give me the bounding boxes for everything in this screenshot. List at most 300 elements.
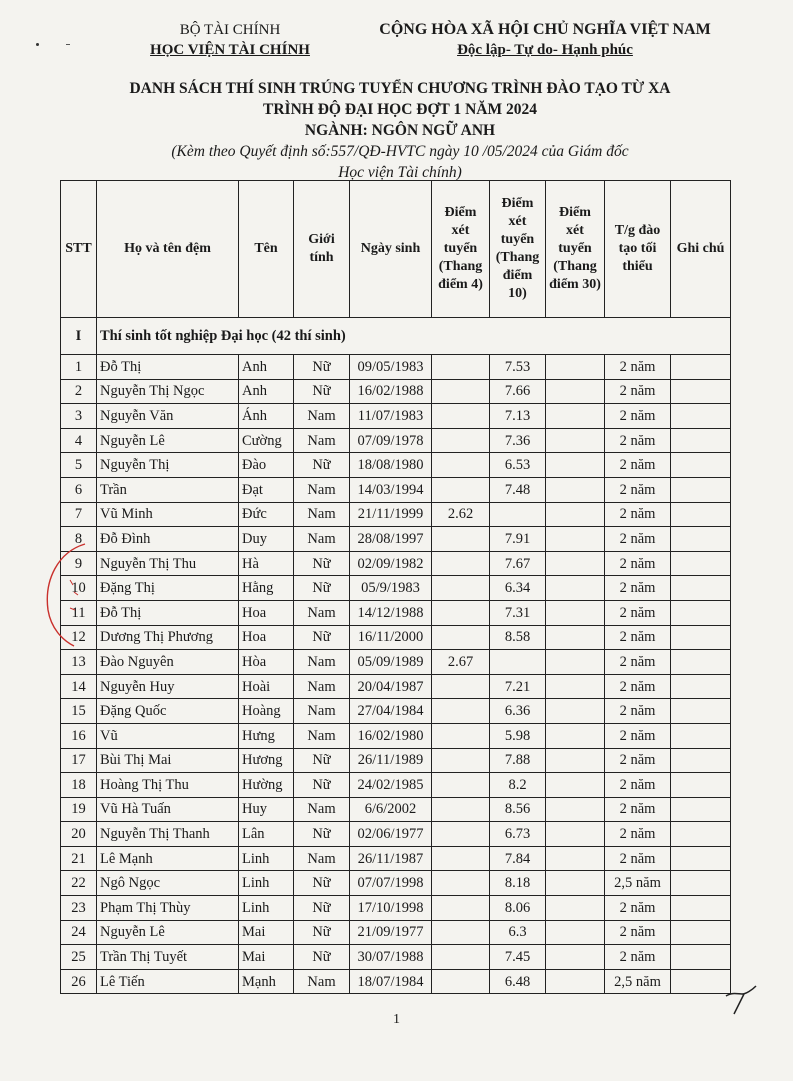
cell-gt: Nữ xyxy=(294,822,350,847)
cell-ns: 27/04/1984 xyxy=(350,699,432,724)
cell-d30 xyxy=(546,920,605,945)
cell-d10: 7.66 xyxy=(490,379,546,404)
table-row xyxy=(61,453,731,478)
cell-stt: 24 xyxy=(61,920,97,945)
cell-ten: Mạnh xyxy=(239,969,294,994)
table-row xyxy=(61,822,731,847)
table-row xyxy=(61,871,731,896)
cell-ten: Ánh xyxy=(239,404,294,429)
cell-ten: Mai xyxy=(239,945,294,970)
cell-d4 xyxy=(432,723,490,748)
cell-ten: Đào xyxy=(239,453,294,478)
cell-d4 xyxy=(432,871,490,896)
cell-ho: Nguyễn Lê xyxy=(97,428,239,453)
cell-gc xyxy=(671,773,731,798)
cell-stt: 13 xyxy=(61,650,97,675)
col-header-diem-10: Điểm xét tuyển (Thang điểm 10) xyxy=(490,181,546,318)
section-label: Thí sinh tốt nghiệp Đại học (42 thí sinh) xyxy=(97,318,731,355)
cell-d4 xyxy=(432,920,490,945)
cell-tg: 2 năm xyxy=(605,527,671,552)
cell-ho: Đào Nguyên xyxy=(97,650,239,675)
table-row xyxy=(61,355,731,380)
cell-d4 xyxy=(432,379,490,404)
cell-d30 xyxy=(546,846,605,871)
cell-d10: 7.21 xyxy=(490,674,546,699)
cell-d4 xyxy=(432,748,490,773)
cell-tg: 2 năm xyxy=(605,773,671,798)
cell-ns: 30/07/1988 xyxy=(350,945,432,970)
cell-stt: 14 xyxy=(61,674,97,699)
cell-ten: Linh xyxy=(239,846,294,871)
col-header-diem-30: Điểm xét tuyển (Thang điểm 30) xyxy=(546,181,605,318)
cell-ns: 17/10/1998 xyxy=(350,896,432,921)
ministry-name: BỘ TÀI CHÍNH xyxy=(179,22,281,38)
cell-tg: 2 năm xyxy=(605,896,671,921)
cell-d4 xyxy=(432,822,490,847)
cell-ho: Nguyễn Huy xyxy=(97,674,239,699)
cell-stt: 15 xyxy=(61,699,97,724)
cell-ten: Huy xyxy=(239,797,294,822)
cell-ns: 14/12/1988 xyxy=(350,600,432,625)
cell-tg: 2 năm xyxy=(605,551,671,576)
cell-d10 xyxy=(490,502,546,527)
cell-gt: Nam xyxy=(294,723,350,748)
cell-ten: Linh xyxy=(239,896,294,921)
cell-ns: 07/09/1978 xyxy=(350,428,432,453)
cell-gc xyxy=(671,920,731,945)
cell-d30 xyxy=(546,453,605,478)
table-row xyxy=(61,527,731,552)
cell-ho: Đỗ Đình xyxy=(97,527,239,552)
cell-stt: 10 xyxy=(61,576,97,601)
cell-stt: 4 xyxy=(61,428,97,453)
cell-d4: 2.67 xyxy=(432,650,490,675)
cell-tg: 2 năm xyxy=(605,453,671,478)
cell-gc xyxy=(671,797,731,822)
decision-reference: (Kèm theo Quyết định số:557/QĐ-HVTC ngày 10 /05/2024 của Giám đốc xyxy=(171,143,629,160)
cell-ns: 21/11/1999 xyxy=(350,502,432,527)
cell-tg: 2 năm xyxy=(605,576,671,601)
table-row xyxy=(61,896,731,921)
cell-d4 xyxy=(432,355,490,380)
cell-ho: Lê Mạnh xyxy=(97,846,239,871)
table-row xyxy=(61,846,731,871)
cell-gt: Nam xyxy=(294,428,350,453)
cell-d10: 6.53 xyxy=(490,453,546,478)
cell-ns: 16/02/1988 xyxy=(350,379,432,404)
admission-table xyxy=(60,180,731,994)
cell-ns: 05/09/1989 xyxy=(350,650,432,675)
cell-stt: 18 xyxy=(61,773,97,798)
scan-speck xyxy=(66,44,70,45)
cell-tg: 2 năm xyxy=(605,428,671,453)
cell-d30 xyxy=(546,699,605,724)
cell-gt: Nữ xyxy=(294,871,350,896)
cell-d4 xyxy=(432,699,490,724)
table-row xyxy=(61,920,731,945)
section-row xyxy=(61,318,731,355)
cell-ns: 05/9/1983 xyxy=(350,576,432,601)
cell-gt: Nữ xyxy=(294,576,350,601)
cell-d10: 8.58 xyxy=(490,625,546,650)
cell-gc xyxy=(671,625,731,650)
document-title-line2: TRÌNH ĐỘ ĐẠI HỌC ĐỢT 1 NĂM 2024 xyxy=(263,101,537,118)
cell-d30 xyxy=(546,773,605,798)
cell-ho: Phạm Thị Thùy xyxy=(97,896,239,921)
cell-gt: Nam xyxy=(294,969,350,994)
red-stamp-mark xyxy=(40,540,100,650)
table-header-row xyxy=(61,181,731,318)
cell-stt: 23 xyxy=(61,896,97,921)
cell-stt: 20 xyxy=(61,822,97,847)
cell-ten: Hoa xyxy=(239,625,294,650)
col-header-ngay-sinh: Ngày sinh xyxy=(350,181,432,318)
cell-gc xyxy=(671,527,731,552)
cell-d10: 7.53 xyxy=(490,355,546,380)
cell-gt: Nữ xyxy=(294,551,350,576)
cell-d10: 6.34 xyxy=(490,576,546,601)
cell-d10: 5.98 xyxy=(490,723,546,748)
cell-ten: Đức xyxy=(239,502,294,527)
nation-name: CỘNG HÒA XÃ HỘI CHỦ NGHĨA VIỆT NAM xyxy=(379,21,711,38)
cell-d10: 7.13 xyxy=(490,404,546,429)
table-row xyxy=(61,551,731,576)
cell-d4 xyxy=(432,896,490,921)
cell-d30 xyxy=(546,600,605,625)
cell-gc xyxy=(671,355,731,380)
cell-ns: 20/04/1987 xyxy=(350,674,432,699)
cell-tg: 2 năm xyxy=(605,846,671,871)
col-header-ten: Tên xyxy=(239,181,294,318)
cell-gt: Nam xyxy=(294,846,350,871)
cell-ns: 21/09/1977 xyxy=(350,920,432,945)
cell-stt: 7 xyxy=(61,502,97,527)
cell-d30 xyxy=(546,576,605,601)
col-header-thoi-gian: T/g đào tạo tối thiểu xyxy=(605,181,671,318)
cell-tg: 2 năm xyxy=(605,502,671,527)
cell-d10: 7.67 xyxy=(490,551,546,576)
major-name: NGÀNH: NGÔN NGỮ ANH xyxy=(304,122,496,139)
cell-gt: Nữ xyxy=(294,453,350,478)
cell-gc xyxy=(671,576,731,601)
cell-ho: Vũ xyxy=(97,723,239,748)
col-header-stt: STT xyxy=(61,181,97,318)
cell-gc xyxy=(671,428,731,453)
cell-ns: 14/03/1994 xyxy=(350,477,432,502)
cell-gc xyxy=(671,896,731,921)
cell-stt: 25 xyxy=(61,945,97,970)
cell-gt: Nam xyxy=(294,674,350,699)
cell-gc xyxy=(671,748,731,773)
cell-tg: 2 năm xyxy=(605,379,671,404)
cell-stt: 3 xyxy=(61,404,97,429)
cell-stt: 21 xyxy=(61,846,97,871)
cell-ho: Hoàng Thị Thu xyxy=(97,773,239,798)
cell-d30 xyxy=(546,822,605,847)
cell-ten: Hoa xyxy=(239,600,294,625)
cell-gc xyxy=(671,674,731,699)
cell-ho: Đặng Quốc xyxy=(97,699,239,724)
cell-d30 xyxy=(546,355,605,380)
cell-ho: Lê Tiến xyxy=(97,969,239,994)
cell-d30 xyxy=(546,404,605,429)
cell-ten: Hằng xyxy=(239,576,294,601)
cell-ns: 6/6/2002 xyxy=(350,797,432,822)
cell-gt: Nam xyxy=(294,600,350,625)
cell-ten: Hường xyxy=(239,773,294,798)
table-row xyxy=(61,379,731,404)
cell-gt: Nam xyxy=(294,699,350,724)
cell-gt: Nữ xyxy=(294,625,350,650)
cell-tg: 2 năm xyxy=(605,723,671,748)
cell-ten: Duy xyxy=(239,527,294,552)
cell-ns: 09/05/1983 xyxy=(350,355,432,380)
cell-gt: Nữ xyxy=(294,748,350,773)
cell-d4 xyxy=(432,477,490,502)
cell-ho: Nguyễn Thị Thanh xyxy=(97,822,239,847)
cell-d10: 7.84 xyxy=(490,846,546,871)
table-row xyxy=(61,428,731,453)
table-row xyxy=(61,576,731,601)
table-row xyxy=(61,674,731,699)
cell-d10: 7.91 xyxy=(490,527,546,552)
cell-tg: 2,5 năm xyxy=(605,969,671,994)
cell-stt: 8 xyxy=(61,527,97,552)
cell-stt: 26 xyxy=(61,969,97,994)
scan-speck xyxy=(36,43,39,46)
cell-gc xyxy=(671,846,731,871)
cell-gc xyxy=(671,600,731,625)
cell-tg: 2 năm xyxy=(605,355,671,380)
cell-stt: 1 xyxy=(61,355,97,380)
cell-d10: 7.88 xyxy=(490,748,546,773)
issuer-block xyxy=(130,20,330,60)
cell-gt: Nữ xyxy=(294,896,350,921)
cell-d10: 6.48 xyxy=(490,969,546,994)
cell-gc xyxy=(671,453,731,478)
cell-d4 xyxy=(432,945,490,970)
cell-ns: 02/09/1982 xyxy=(350,551,432,576)
cell-d30 xyxy=(546,502,605,527)
cell-ten: Anh xyxy=(239,379,294,404)
cell-d30 xyxy=(546,551,605,576)
cell-d4 xyxy=(432,404,490,429)
cell-tg: 2 năm xyxy=(605,920,671,945)
cell-d10: 7.31 xyxy=(490,600,546,625)
cell-ns: 24/02/1985 xyxy=(350,773,432,798)
academy-name: HỌC VIỆN TÀI CHÍNH xyxy=(150,42,310,58)
cell-gt: Nam xyxy=(294,477,350,502)
cell-ns: 16/02/1980 xyxy=(350,723,432,748)
cell-d4: 2.62 xyxy=(432,502,490,527)
cell-d4 xyxy=(432,625,490,650)
cell-ten: Hương xyxy=(239,748,294,773)
cell-stt: 17 xyxy=(61,748,97,773)
col-header-diem-4: Điểm xét tuyển (Thang điểm 4) xyxy=(432,181,490,318)
cell-tg: 2 năm xyxy=(605,477,671,502)
cell-gt: Nam xyxy=(294,404,350,429)
cell-d10: 6.36 xyxy=(490,699,546,724)
cell-ho: Nguyễn Lê xyxy=(97,920,239,945)
section-number: I xyxy=(61,318,97,355)
cell-d30 xyxy=(546,625,605,650)
cell-ho: Ngô Ngọc xyxy=(97,871,239,896)
cell-tg: 2 năm xyxy=(605,600,671,625)
table-row xyxy=(61,650,731,675)
cell-stt: 22 xyxy=(61,871,97,896)
table-row xyxy=(61,625,731,650)
cell-d30 xyxy=(546,797,605,822)
cell-gc xyxy=(671,723,731,748)
cell-d30 xyxy=(546,527,605,552)
cell-ho: Bùi Thị Mai xyxy=(97,748,239,773)
table-row xyxy=(61,773,731,798)
page-number: 1 xyxy=(393,1012,400,1027)
cell-d10: 8.2 xyxy=(490,773,546,798)
cell-stt: 6 xyxy=(61,477,97,502)
cell-ho: Đỗ Thị xyxy=(97,600,239,625)
cell-gc xyxy=(671,379,731,404)
table-row xyxy=(61,945,731,970)
cell-ten: Lân xyxy=(239,822,294,847)
cell-d10: 7.45 xyxy=(490,945,546,970)
cell-d4 xyxy=(432,846,490,871)
cell-ten: Linh xyxy=(239,871,294,896)
cell-tg: 2 năm xyxy=(605,748,671,773)
cell-d4 xyxy=(432,600,490,625)
cell-tg: 2 năm xyxy=(605,797,671,822)
cell-gc xyxy=(671,871,731,896)
table-row xyxy=(61,502,731,527)
table-row xyxy=(61,600,731,625)
cell-tg: 2 năm xyxy=(605,699,671,724)
cell-gc xyxy=(671,650,731,675)
cell-ho: Dương Thị Phương xyxy=(97,625,239,650)
cell-d30 xyxy=(546,379,605,404)
col-header-gioi-tinh: Giới tính xyxy=(294,181,350,318)
cell-ten: Anh xyxy=(239,355,294,380)
cell-gc xyxy=(671,404,731,429)
cell-tg: 2,5 năm xyxy=(605,871,671,896)
cell-ns: 07/07/1998 xyxy=(350,871,432,896)
cell-ho: Nguyễn Văn xyxy=(97,404,239,429)
cell-ns: 16/11/2000 xyxy=(350,625,432,650)
cell-gc xyxy=(671,477,731,502)
cell-ten: Hà xyxy=(239,551,294,576)
cell-d4 xyxy=(432,674,490,699)
cell-gc xyxy=(671,699,731,724)
cell-d4 xyxy=(432,773,490,798)
cell-tg: 2 năm xyxy=(605,404,671,429)
cell-tg: 2 năm xyxy=(605,674,671,699)
cell-ns: 02/06/1977 xyxy=(350,822,432,847)
cell-ns: 26/11/1987 xyxy=(350,846,432,871)
cell-ns: 26/11/1989 xyxy=(350,748,432,773)
cell-d10: 8.18 xyxy=(490,871,546,896)
cell-gt: Nam xyxy=(294,502,350,527)
cell-ho: Nguyễn Thị Thu xyxy=(97,551,239,576)
cell-stt: 5 xyxy=(61,453,97,478)
cell-d4 xyxy=(432,453,490,478)
cell-tg: 2 năm xyxy=(605,945,671,970)
cell-ns: 28/08/1997 xyxy=(350,527,432,552)
cell-d10: 7.36 xyxy=(490,428,546,453)
cell-ho: Đỗ Thị xyxy=(97,355,239,380)
cell-d10 xyxy=(490,650,546,675)
cell-gc xyxy=(671,551,731,576)
cell-ho: Vũ Minh xyxy=(97,502,239,527)
cell-d30 xyxy=(546,723,605,748)
cell-d30 xyxy=(546,674,605,699)
cell-d10: 8.06 xyxy=(490,896,546,921)
cell-ten: Hưng xyxy=(239,723,294,748)
cell-gc xyxy=(671,502,731,527)
cell-stt: 11 xyxy=(61,600,97,625)
cell-ho: Trần xyxy=(97,477,239,502)
table-row xyxy=(61,699,731,724)
cell-ns: 18/07/1984 xyxy=(350,969,432,994)
cell-ns: 18/08/1980 xyxy=(350,453,432,478)
document-title-line1: DANH SÁCH THÍ SINH TRÚNG TUYỂN CHƯƠNG TRÌNH ĐÀO TẠO TỪ XA xyxy=(129,80,671,97)
cell-gc xyxy=(671,945,731,970)
col-header-ho-ten-dem: Họ và tên đệm xyxy=(97,181,239,318)
cell-stt: 19 xyxy=(61,797,97,822)
cell-gt: Nam xyxy=(294,527,350,552)
cell-gt: Nữ xyxy=(294,379,350,404)
document-title-block xyxy=(60,78,740,183)
cell-ho: Đặng Thị xyxy=(97,576,239,601)
cell-ho: Vũ Hà Tuấn xyxy=(97,797,239,822)
cell-tg: 2 năm xyxy=(605,625,671,650)
national-header xyxy=(365,20,725,60)
cell-tg: 2 năm xyxy=(605,822,671,847)
cell-gt: Nữ xyxy=(294,355,350,380)
col-header-ghi-chu: Ghi chú xyxy=(671,181,731,318)
cell-d10: 8.56 xyxy=(490,797,546,822)
cell-d4 xyxy=(432,969,490,994)
cell-d4 xyxy=(432,797,490,822)
cell-d30 xyxy=(546,428,605,453)
cell-d10: 6.3 xyxy=(490,920,546,945)
cell-stt: 9 xyxy=(61,551,97,576)
cell-d4 xyxy=(432,576,490,601)
cell-ns: 11/07/1983 xyxy=(350,404,432,429)
cell-gt: Nam xyxy=(294,797,350,822)
cell-ten: Hòa xyxy=(239,650,294,675)
table-row xyxy=(61,797,731,822)
table-row xyxy=(61,723,731,748)
cell-ten: Đạt xyxy=(239,477,294,502)
table-row xyxy=(61,477,731,502)
table-row xyxy=(61,404,731,429)
cell-tg: 2 năm xyxy=(605,650,671,675)
cell-ho: Nguyễn Thị Ngọc xyxy=(97,379,239,404)
national-motto: Độc lập- Tự do- Hạnh phúc xyxy=(457,42,633,58)
table-row xyxy=(61,969,731,994)
cell-ho: Trần Thị Tuyết xyxy=(97,945,239,970)
cell-d4 xyxy=(432,527,490,552)
cell-ten: Hoài xyxy=(239,674,294,699)
cell-d30 xyxy=(546,477,605,502)
cell-d4 xyxy=(432,428,490,453)
cell-ten: Mai xyxy=(239,920,294,945)
cell-stt: 2 xyxy=(61,379,97,404)
cell-d10: 6.73 xyxy=(490,822,546,847)
table-row xyxy=(61,748,731,773)
cell-d4 xyxy=(432,551,490,576)
cell-ten: Hoàng xyxy=(239,699,294,724)
cell-d30 xyxy=(546,871,605,896)
